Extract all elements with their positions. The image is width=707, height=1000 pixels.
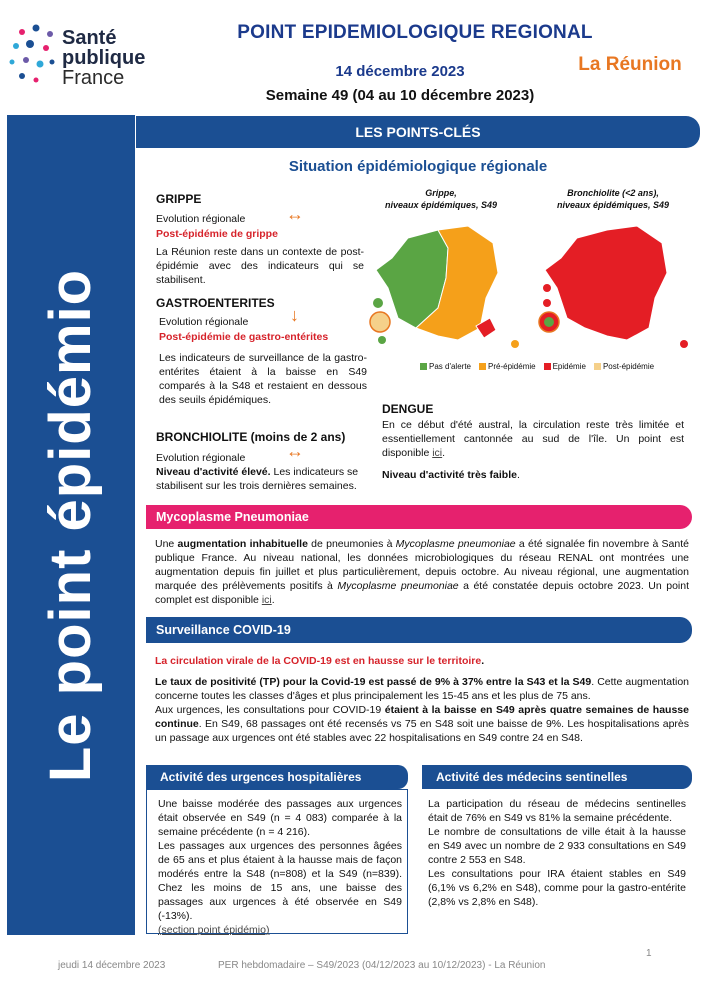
bronchio-evolution-label: Evolution régionale — [156, 452, 246, 464]
covid-t3: . En S49, 68 passages ont été recensés vs 75 en S48 soit une baisse de 9%. Les hospitalisations après un passage aux urgences ont été stables avec 22 hospitalisations en S49 contre 24 en S48. — [155, 718, 689, 744]
covid-b2: étaient à la baisse en S49 après quatre semaines de hausse continue — [155, 704, 689, 730]
dengue-text-end: . — [442, 447, 446, 459]
urgences-text — [158, 797, 402, 937]
covid-text — [155, 675, 689, 745]
dengue-link[interactable]: ici — [432, 447, 443, 459]
covid-lead — [155, 654, 484, 668]
spf-logo-dots-icon — [8, 22, 68, 92]
gastro-text: Les indicateurs de surveillance de la gastro-entérites étaient à la baisse en S49 comparés à la S48 et restaient en dessous des seuils épidémiques. — [159, 352, 367, 406]
logo-line-2: publique — [62, 47, 146, 69]
grippe-evolution-label: Evolution régionale — [156, 213, 246, 225]
legend-item-pre-epidemie — [479, 362, 536, 371]
gastro-down-arrow-icon: ↓ — [290, 305, 299, 325]
grippe-map-title — [376, 187, 506, 211]
side-band-text-container — [7, 115, 135, 935]
covid-b1: Le taux de positivité (TP) pour la Covid-19 est passé de 9% à 37% entre la S43 et la S49 — [155, 676, 592, 688]
situation-title: Situation épidémiologique régionale — [288, 158, 548, 175]
myco-p2: de pneumonies à — [307, 538, 396, 550]
myco-p3: a été signalée fin novembre à Santé publique France. Au niveau national, les données microbiologiques du réseau RENAL ont montrées une augmentation depuis fin juillet et plus particulièrement, depuis octobre. Au niveau régional, une augmentation marquée des prélèvements positifs à — [155, 538, 689, 592]
covid-header: Surveillance COVID-19 — [146, 617, 692, 643]
grippe-france-map — [368, 218, 528, 358]
legend-swatch-orange — [479, 363, 486, 370]
sentinelles-p2: Le nombre de consultations de ville était à la hausse en S49 avec un nombre de 2 933 consultations en S49 contre 2 553 en S48. — [428, 826, 686, 866]
urgences-p2: Les passages aux urgences des personnes âgées de 65 ans et plus étaient à la hausse mais de façon modérés entre la S48 (n=808) et la S49 (n=839). Chez les moins de 15 ans, une baisse des passages aux urgences à été observée en S49 (-13%). — [158, 840, 402, 922]
legend-label-post-epidemie: Post-épidémie — [602, 362, 655, 371]
legend-item-epidemie — [544, 362, 586, 371]
bronchio-stable-arrow-icon: ↔ — [286, 441, 304, 461]
dengue-text — [382, 418, 684, 460]
myco-text — [155, 537, 689, 607]
dengue-title: DENGUE — [382, 402, 434, 416]
key-points-header: LES POINTS-CLÉS — [136, 116, 700, 148]
publication-date: 14 décembre 2023 — [335, 63, 465, 80]
legend-swatch-beige — [594, 363, 601, 370]
sentinelles-text — [428, 797, 686, 909]
grippe-status: Post-épidémie de grippe — [156, 228, 278, 240]
legend-item-pas-alerte — [420, 362, 471, 371]
logo-line-1: Santé — [62, 27, 117, 49]
bronchio-france-map — [537, 218, 697, 358]
myco-p2-italic: Mycoplasme pneumoniae — [395, 538, 516, 550]
grippe-text: La Réunion reste dans un contexte de post-épidémie avec des indicateurs qui se stabilisent. — [156, 246, 364, 286]
legend-label-pre-epidemie: Pré-épidémie — [488, 362, 536, 371]
side-band-text: Le point épidémio — [38, 268, 104, 782]
sentinelles-header: Activité des médecins sentinelles — [422, 765, 692, 789]
bronchio-map-title-line1: Bronchiolite (<2 ans), — [567, 188, 659, 198]
sentinelles-p1: La participation du réseau de médecins sentinelles était de 76% en S49 vs 81% la semaine précédente. — [428, 798, 686, 824]
legend-label-pas-alerte: Pas d'alerte — [429, 362, 471, 371]
urgences-header: Activité des urgences hospitalières — [146, 765, 408, 789]
week-label: Semaine 49 (04 au 10 décembre 2023) — [265, 87, 535, 104]
bronchio-map-title — [543, 187, 683, 211]
myco-link[interactable]: ici — [261, 594, 272, 606]
gastro-status: Post-épidémie de gastro-entérites — [159, 331, 329, 343]
page-number: 1 — [646, 948, 652, 959]
footer-date: jeudi 14 décembre 2023 — [58, 960, 166, 971]
sentinelles-p3: Les consultations pour IRA étaient stables en S49 (6,1% vs 6,2% en S48), comme pour la gastro-entérite (2,8% vs 2,8% en S48). — [428, 868, 686, 908]
covid-lead-text: La circulation virale de la COVID-19 est en hausse sur le territoire — [155, 655, 482, 667]
covid-t2: Aux urgences, les consultations pour COVID-19 — [155, 704, 385, 716]
dengue-level-bold: Niveau d'activité très faible — [382, 469, 517, 481]
myco-header: Mycoplasme Pneumoniae — [146, 505, 692, 529]
grippe-map-title-line1: Grippe, — [425, 188, 457, 198]
myco-p1-bold: augmentation inhabituelle — [177, 538, 308, 550]
legend-item-post-epidemie — [594, 362, 654, 371]
logo-line-3: France — [62, 67, 125, 89]
urgences-section-link[interactable]: (section point épidémio) — [158, 924, 270, 936]
grippe-stable-arrow-icon: ↔ — [286, 204, 304, 224]
logo-text — [62, 28, 145, 88]
legend-label-epidemie: Epidémie — [552, 362, 586, 371]
grippe-map-title-line2: niveaux épidémiques, S49 — [384, 200, 498, 210]
covid-lead-end: . — [481, 655, 485, 667]
gastro-title: GASTROENTERITES — [156, 296, 275, 310]
bronchio-status-rest: Les indicateurs se stabilisent sur les trois dernières semaines. — [156, 466, 359, 492]
bronchio-status — [156, 465, 366, 493]
dengue-level-end: . — [516, 469, 520, 481]
myco-end: . — [271, 594, 275, 606]
covid-t1: . Cette augmentation concerne toutes les classes d'âges et plus principalement les 15-45 ans et les plus de 75 ans. — [155, 676, 689, 702]
legend-swatch-red — [544, 363, 551, 370]
footer-center: PER hebdomadaire – S49/2023 (04/12/2023 au 10/12/2023) - La Réunion — [218, 960, 546, 971]
urgences-p1: Une baisse modérée des passages aux urgences était observée en S49 (n = 4 083) comparée à la semaine précédente (n = 4 216). — [158, 798, 402, 838]
myco-p3-italic: Mycoplasme pneumoniae — [337, 580, 459, 592]
myco-p1: Une — [155, 538, 178, 550]
gastro-evolution-label: Evolution régionale — [159, 316, 249, 328]
bronchio-title: BRONCHIOLITE (moins de 2 ans) — [156, 430, 346, 444]
page-title: POINT EPIDEMIOLOGIQUE REGIONAL — [237, 22, 593, 43]
bronchio-map-title-line2: niveaux épidémiques, S49 — [556, 200, 670, 210]
map-legend — [420, 362, 654, 371]
dengue-level — [382, 468, 520, 482]
legend-swatch-green — [420, 363, 427, 370]
dengue-text-body: En ce début d'été austral, la circulation reste très limitée et essentiellement cantonnée au sud de l'île. Un point est disponible — [382, 419, 684, 459]
grippe-title: GRIPPE — [156, 192, 202, 206]
bronchio-status-bold: Niveau d'activité élevé. — [156, 466, 271, 478]
region-name: La Réunion — [578, 54, 682, 75]
myco-p4: a été constatée depuis octobre 2023. Un point complet est disponible — [155, 580, 689, 606]
